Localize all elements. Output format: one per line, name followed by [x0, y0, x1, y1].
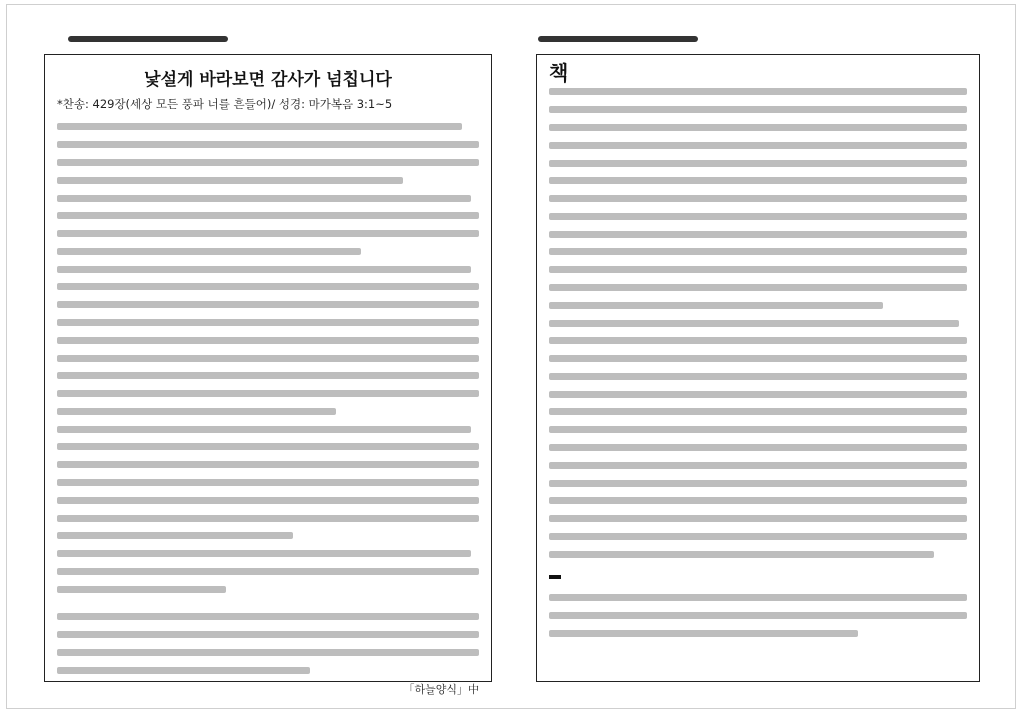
source-credit: 「하늘양식」中: [403, 683, 479, 697]
devotional-panel: [44, 54, 492, 697]
book-panel: [536, 54, 980, 682]
devotional-body: [57, 118, 479, 679]
devotional-title: 낯설게 바라보면 감사가 넘칩니다: [144, 70, 392, 90]
left-header-bar: [68, 36, 228, 42]
book-body: [549, 83, 967, 563]
right-header-bar: [538, 36, 698, 42]
closing-body: [549, 589, 967, 642]
hymn-scripture-line: *찬송: 429장(세상 모든 풍파 너를 흔들어)/ 성경: 마가복음 3:1~5: [57, 97, 393, 111]
section-mark: [549, 575, 561, 579]
book-lead-char: 책: [549, 61, 569, 85]
